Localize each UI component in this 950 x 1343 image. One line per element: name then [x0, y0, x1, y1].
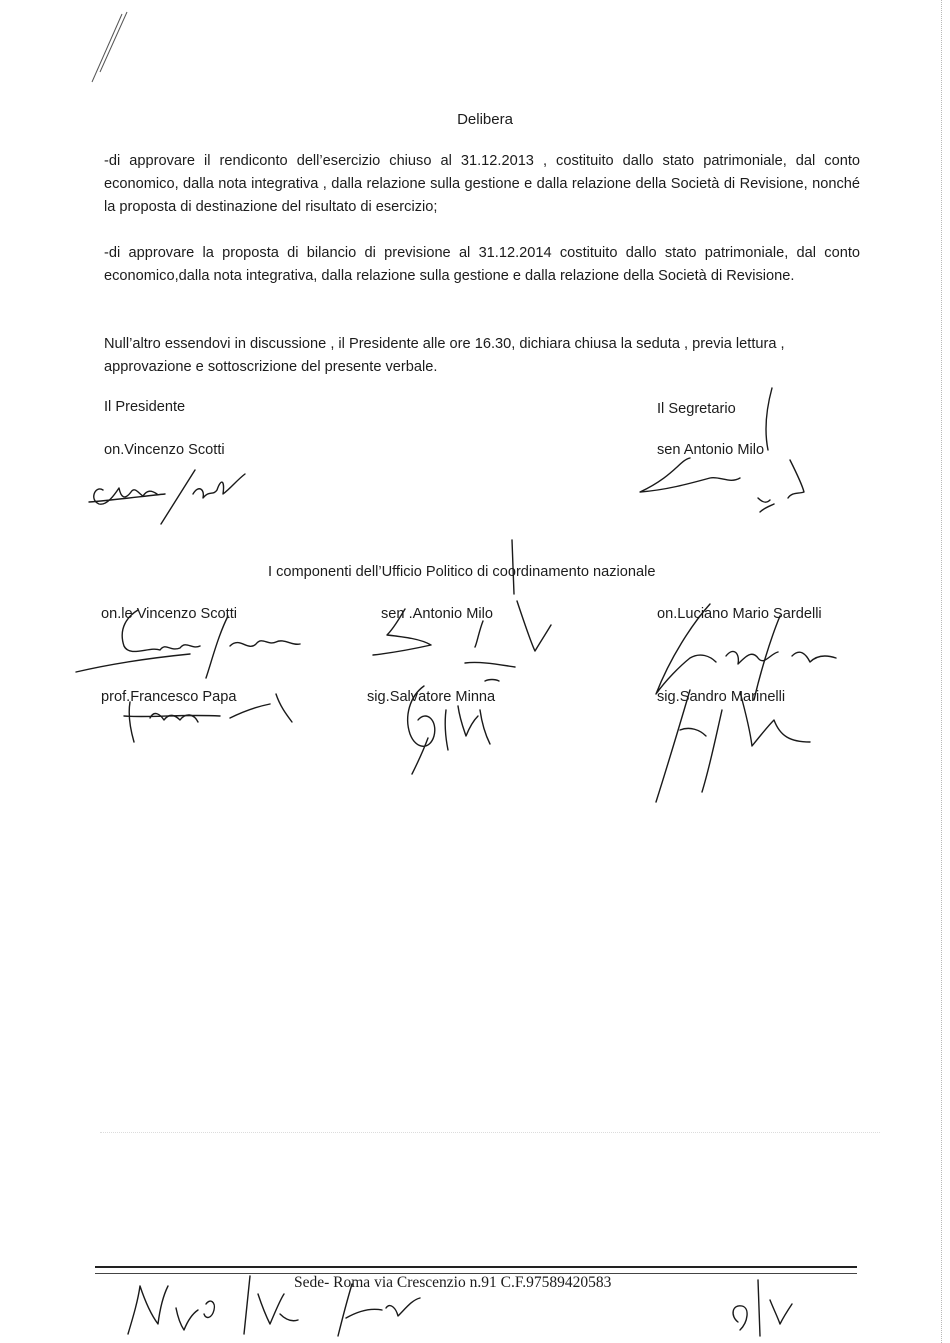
member-6-signature — [640, 680, 840, 810]
committee-heading-pen-stroke — [500, 538, 540, 598]
president-name: on.Vincenzo Scotti — [104, 442, 225, 458]
secretary-signature — [620, 380, 820, 520]
member-5-signature — [380, 680, 520, 780]
footer-initials-signatures — [120, 1264, 440, 1343]
member-1-signature — [70, 606, 310, 686]
member-3-name: on.Luciano Mario Sardelli — [657, 606, 822, 622]
member-4-signature — [110, 680, 310, 750]
resolution-paragraph-2: -di approvare la proposta di bilancio di previsione al 31.12.2014 costituito dallo stato patrimoniale, dal conto economico,dalla nota integrativa, dalla relazione sulla gestione e dalla relazione della Società di Revisione. — [104, 245, 860, 284]
scan-edge — [941, 0, 944, 1343]
corner-pen-mark — [70, 10, 140, 90]
member-1-name: on.le Vincenzo Scotti — [101, 606, 238, 622]
closing-paragraph: Null’altro essendovi in discussione , il Presidente alle ore 16.30, dichiara chiusa la seduta , previa lettura , approvazione e sottoscrizione del presente verbale. — [104, 336, 785, 375]
document-title: Delibera — [457, 111, 513, 128]
president-signature — [85, 460, 275, 530]
president-role: Il Presidente — [104, 399, 186, 415]
secretary-role: Il Segretario — [657, 401, 736, 417]
footer-right-initials — [720, 1276, 800, 1343]
member-4-name: prof.Francesco Papa — [101, 689, 237, 705]
resolution-paragraph-1: -di approvare il rendiconto dell’esercizio chiuso al 31.12.2013 , costituito dallo stato patrimoniale, dal conto economico, dalla nota integrativa , dalla relazione sulla gestione e dalla relazione della Società di Revisione, nonché la proposta di destinazione del risultato di esercizio; — [104, 153, 860, 215]
member-2-name: sen .Antonio Milo — [381, 606, 493, 622]
committee-heading: I componenti dell’Ufficio Politico di coordinamento nazionale — [268, 564, 656, 580]
member-5-name: sig.Salvatore Minna — [367, 689, 496, 705]
footer-address: Sede- Roma via Crescenzio n.91 C.F.97589420583 — [294, 1274, 612, 1291]
faint-scan-line — [100, 1132, 880, 1134]
member-6-name: sig.Sandro Marinelli — [657, 689, 786, 705]
secretary-name: sen Antonio Milo — [657, 442, 765, 458]
